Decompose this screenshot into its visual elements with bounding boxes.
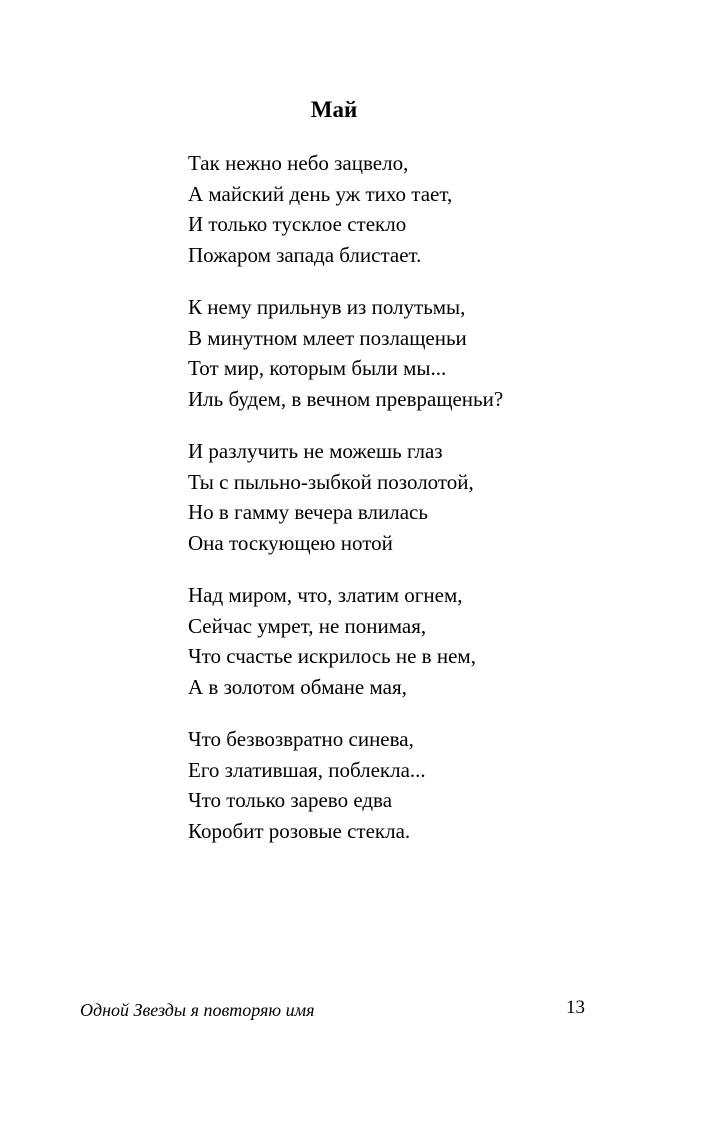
poem-line: Над миром, что, златим огнем,	[188, 583, 463, 607]
poem-line: Его златившая, поблекла...	[188, 757, 426, 782]
poem-line: А майский день уж тихо тает,	[188, 181, 453, 206]
poem-line: Сейчас умрет, не понимая,	[188, 613, 427, 638]
poem-body	[188, 148, 503, 868]
poem-line: Коробит розовые стекла.	[188, 818, 411, 843]
stanza-5	[188, 724, 503, 846]
poem-line: Ты с пыльно-зыбкой позолотой,	[188, 469, 474, 494]
poem-line: И только тусклое стекло	[188, 212, 407, 236]
page-number: 13	[566, 997, 585, 1018]
poem-line: Что счастье искрилось не в нем,	[188, 644, 476, 668]
poem-line: Она тоскующею нотой	[188, 530, 393, 555]
stanza-1	[188, 148, 503, 270]
poem-line: К нему прильнув из полутьмы,	[188, 295, 466, 319]
poem-line: Пожаром запада блистает.	[188, 242, 422, 267]
stanza-3	[188, 436, 503, 558]
poem-line: В минутном млеет позлащеньи	[188, 325, 467, 350]
poem-line: А в золотом обмане мая,	[188, 674, 407, 699]
poem-line: Так нежно небо зацвело,	[188, 151, 409, 175]
poem-line: Что безвозвратно синева,	[188, 727, 414, 751]
poem-line: И разлучить не можешь глаз	[188, 439, 443, 463]
poem-line: Но в гамму вечера влилась	[188, 500, 428, 524]
poem-line: Тот мир, которым были мы...	[188, 356, 447, 380]
stanza-2	[188, 292, 503, 414]
running-title: Одной Звезды я повторяю имя	[80, 1000, 315, 1020]
poem-line: Иль будем, в вечном превращеньи?	[188, 386, 504, 411]
stanza-4	[188, 580, 503, 702]
poem-title: Май	[310, 97, 358, 122]
poem-line: Что только зарево едва	[188, 788, 393, 812]
